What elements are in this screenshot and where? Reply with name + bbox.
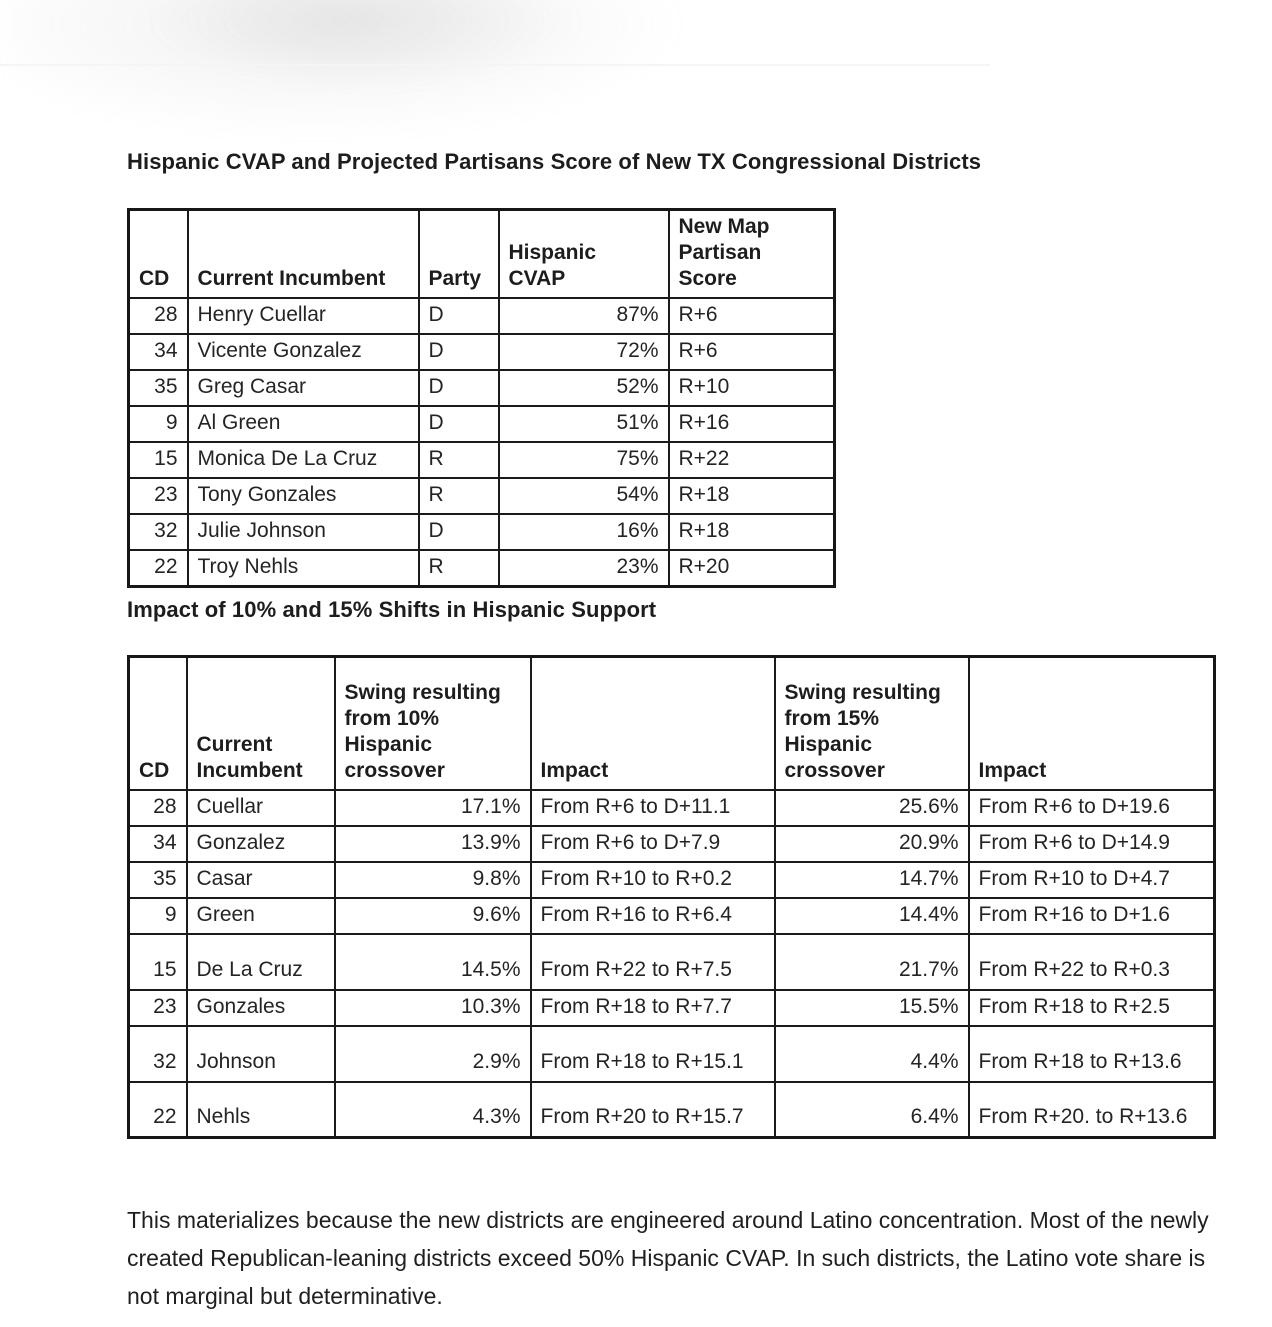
- cell-cd: 15: [129, 442, 188, 478]
- cell-swing-15pct: 4.4%: [775, 1026, 969, 1082]
- cell-impact-15pct: From R+10 to D+4.7: [969, 862, 1215, 898]
- cell-cd: 15: [129, 934, 187, 990]
- cell-score: R+22: [669, 442, 835, 478]
- header-impact-10pct: Impact: [531, 657, 775, 790]
- cell-cd: 34: [129, 334, 188, 370]
- header-current-incumbent: Current Incumbent: [187, 657, 335, 790]
- cell-incumbent: Troy Nehls: [188, 550, 419, 587]
- cell-score: R+20: [669, 550, 835, 587]
- table-header-row: [129, 657, 1215, 790]
- cell-swing-10pct: 14.5%: [335, 934, 531, 990]
- table-row: [129, 370, 835, 406]
- cell-swing-15pct: 6.4%: [775, 1082, 969, 1138]
- header-cd: CD: [129, 210, 188, 299]
- cell-cd: 35: [129, 370, 188, 406]
- cell-impact-10pct: From R+10 to R+0.2: [531, 862, 775, 898]
- cell-incumbent: Nehls: [187, 1082, 335, 1138]
- cell-party: D: [419, 514, 499, 550]
- header-swing-10pct: Swing resulting from 10% Hispanic crossover: [335, 657, 531, 790]
- cell-incumbent: Greg Casar: [188, 370, 419, 406]
- cell-cd: 35: [129, 862, 187, 898]
- table-row: [129, 826, 1215, 862]
- cell-cvap: 54%: [499, 478, 669, 514]
- cell-impact-15pct: From R+18 to R+2.5: [969, 990, 1215, 1026]
- header-cd: CD: [129, 657, 187, 790]
- cell-impact-15pct: From R+20. to R+13.6: [969, 1082, 1215, 1138]
- header-impact-15pct: Impact: [969, 657, 1215, 790]
- table-row: [129, 862, 1215, 898]
- header-swing-15pct: Swing resulting from 15% Hispanic crossover: [775, 657, 969, 790]
- cell-cvap: 87%: [499, 298, 669, 334]
- cell-swing-10pct: 9.6%: [335, 898, 531, 934]
- hispanic-shift-impact-table: [127, 655, 1216, 1139]
- cell-impact-10pct: From R+20 to R+15.7: [531, 1082, 775, 1138]
- faint-divider-line: [0, 64, 990, 66]
- cell-swing-10pct: 10.3%: [335, 990, 531, 1026]
- cell-cd: 28: [129, 790, 187, 826]
- cell-incumbent: Johnson: [187, 1026, 335, 1082]
- table-row: [129, 298, 835, 334]
- cvap-partisan-score-table: [127, 208, 836, 588]
- cell-cd: 32: [129, 1026, 187, 1082]
- cell-cd: 32: [129, 514, 188, 550]
- cell-cd: 9: [129, 898, 187, 934]
- header-new-map-partisan-score: New Map Partisan Score: [669, 210, 835, 299]
- table-row: [129, 442, 835, 478]
- table-row: [129, 898, 1215, 934]
- cell-incumbent: Casar: [187, 862, 335, 898]
- cell-score: R+18: [669, 478, 835, 514]
- cell-cd: 23: [129, 990, 187, 1026]
- cell-incumbent: Al Green: [188, 406, 419, 442]
- cell-swing-15pct: 15.5%: [775, 990, 969, 1026]
- cell-cd: 22: [129, 1082, 187, 1138]
- cell-party: D: [419, 334, 499, 370]
- table-row: [129, 1026, 1215, 1082]
- cell-swing-15pct: 25.6%: [775, 790, 969, 826]
- cell-impact-15pct: From R+16 to D+1.6: [969, 898, 1215, 934]
- cell-impact-15pct: From R+18 to R+13.6: [969, 1026, 1215, 1082]
- cell-cd: 22: [129, 550, 188, 587]
- cell-cvap: 52%: [499, 370, 669, 406]
- cell-impact-10pct: From R+22 to R+7.5: [531, 934, 775, 990]
- table-row: [129, 334, 835, 370]
- cell-party: R: [419, 550, 499, 587]
- table-row: [129, 990, 1215, 1026]
- cell-incumbent: Gonzales: [187, 990, 335, 1026]
- header-hispanic-cvap: Hispanic CVAP: [499, 210, 669, 299]
- cell-incumbent: Henry Cuellar: [188, 298, 419, 334]
- cell-incumbent: Monica De La Cruz: [188, 442, 419, 478]
- cell-impact-15pct: From R+6 to D+19.6: [969, 790, 1215, 826]
- cell-swing-10pct: 2.9%: [335, 1026, 531, 1082]
- table-row: [129, 478, 835, 514]
- cell-incumbent: Gonzalez: [187, 826, 335, 862]
- cell-swing-15pct: 20.9%: [775, 826, 969, 862]
- cell-swing-10pct: 9.8%: [335, 862, 531, 898]
- closing-paragraph: This materializes because the new districts are engineered around Latino concentration. Most of the newly created Republican-leaning districts exceed 50% Hispanic CVAP. In such districts, the Latino vote share is not marginal but determinative.: [127, 1207, 1209, 1309]
- header-current-incumbent: Current Incumbent: [188, 210, 419, 299]
- table-row: [129, 406, 835, 442]
- section-title-cvap-table: Hispanic CVAP and Projected Partisans Score of New TX Congressional Districts: [127, 149, 982, 174]
- table-row: [129, 934, 1215, 990]
- cell-score: R+6: [669, 334, 835, 370]
- background-smudge: [150, 0, 580, 90]
- section-title-impact-table: Impact of 10% and 15% Shifts in Hispanic Support: [127, 597, 657, 622]
- cell-swing-15pct: 14.4%: [775, 898, 969, 934]
- cell-cvap: 51%: [499, 406, 669, 442]
- cell-impact-10pct: From R+6 to D+7.9: [531, 826, 775, 862]
- cell-incumbent: Green: [187, 898, 335, 934]
- cell-impact-10pct: From R+18 to R+7.7: [531, 990, 775, 1026]
- cell-cvap: 75%: [499, 442, 669, 478]
- table-row: [129, 1082, 1215, 1138]
- cell-party: D: [419, 298, 499, 334]
- cell-party: D: [419, 406, 499, 442]
- cell-cd: 9: [129, 406, 188, 442]
- cell-impact-15pct: From R+6 to D+14.9: [969, 826, 1215, 862]
- cell-cvap: 23%: [499, 550, 669, 587]
- table-row: [129, 550, 835, 587]
- cell-swing-10pct: 17.1%: [335, 790, 531, 826]
- cell-incumbent: Vicente Gonzalez: [188, 334, 419, 370]
- cell-score: R+16: [669, 406, 835, 442]
- header-party: Party: [419, 210, 499, 299]
- cell-score: R+6: [669, 298, 835, 334]
- cell-incumbent: Tony Gonzales: [188, 478, 419, 514]
- table-row: [129, 790, 1215, 826]
- cell-swing-15pct: 14.7%: [775, 862, 969, 898]
- cell-cvap: 72%: [499, 334, 669, 370]
- cell-incumbent: De La Cruz: [187, 934, 335, 990]
- cell-score: R+18: [669, 514, 835, 550]
- table-header-row: [129, 210, 835, 299]
- cell-impact-10pct: From R+16 to R+6.4: [531, 898, 775, 934]
- cell-incumbent: Julie Johnson: [188, 514, 419, 550]
- cell-impact-10pct: From R+6 to D+11.1: [531, 790, 775, 826]
- table-row: [129, 514, 835, 550]
- cell-impact-15pct: From R+22 to R+0.3: [969, 934, 1215, 990]
- cell-cd: 34: [129, 826, 187, 862]
- cell-party: D: [419, 370, 499, 406]
- cell-swing-10pct: 13.9%: [335, 826, 531, 862]
- cell-incumbent: Cuellar: [187, 790, 335, 826]
- cell-party: R: [419, 478, 499, 514]
- cell-score: R+10: [669, 370, 835, 406]
- cell-party: R: [419, 442, 499, 478]
- cell-cd: 23: [129, 478, 188, 514]
- cell-cvap: 16%: [499, 514, 669, 550]
- cell-swing-10pct: 4.3%: [335, 1082, 531, 1138]
- cell-cd: 28: [129, 298, 188, 334]
- cell-impact-10pct: From R+18 to R+15.1: [531, 1026, 775, 1082]
- cell-swing-15pct: 21.7%: [775, 934, 969, 990]
